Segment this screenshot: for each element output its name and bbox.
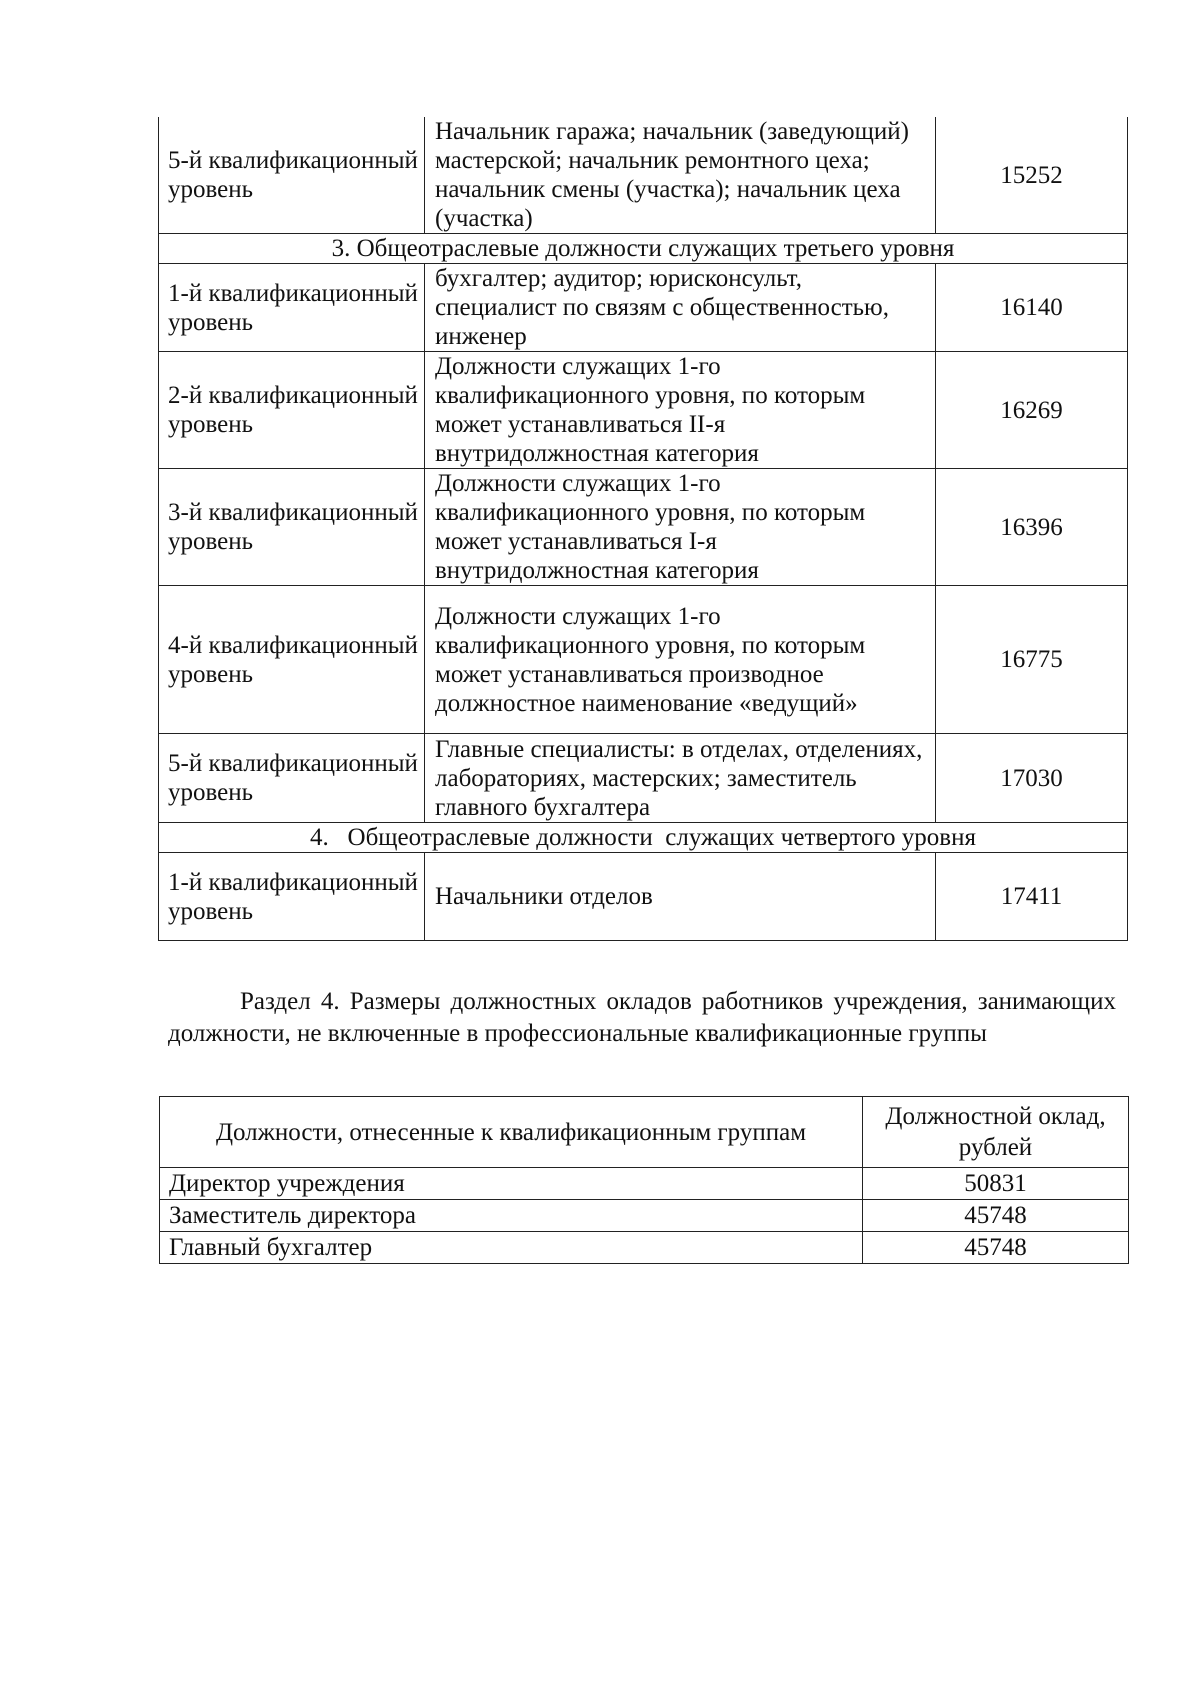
positions-cell: Главные специалисты: в отделах, отделениях, лабораториях, мастерских; заместитель главного бухгалтера: [425, 734, 936, 823]
table-row: [159, 734, 1128, 823]
table-row: [159, 469, 1128, 586]
section-4-heading: [168, 986, 1116, 1050]
table-row: [160, 1200, 1129, 1232]
column-header-salary: Должностной оклад, рублей: [863, 1097, 1129, 1168]
table-row: [160, 1232, 1129, 1264]
positions-cell: Начальник гаража; начальник (заведующий) мастерской; начальник ремонтного цеха; начальник смены (участка); начальник цеха (участка): [425, 117, 936, 234]
table-row: [160, 1168, 1129, 1200]
salary-cell: 45748: [863, 1232, 1129, 1264]
positions-cell: Должности служащих 1-го квалификационного уровня, по которым может устанавливаться производное должностное наименование «ведущий»: [425, 586, 936, 734]
table-row: [159, 853, 1128, 941]
qualification-level-cell: 5-й квалификационный уровень: [159, 734, 425, 823]
qualification-level-cell: 4-й квалификационный уровень: [159, 586, 425, 734]
section-title: 4. Общеотраслевые должности служащих четвертого уровня: [159, 823, 1128, 853]
qualification-level-cell: 5-й квалификационный уровень: [159, 117, 425, 234]
positions-cell: Должности служащих 1-го квалификационного уровня, по которым может устанавливаться I-я внутридолжностная категория: [425, 469, 936, 586]
qualification-level-cell: 2-й квалификационный уровень: [159, 352, 425, 469]
positions-cell: Должности служащих 1-го квалификационного уровня, по которым может устанавливаться II-я внутридолжностная категория: [425, 352, 936, 469]
salary-cell: 45748: [863, 1200, 1129, 1232]
table-row: [159, 586, 1128, 734]
position-cell: Заместитель директора: [160, 1200, 863, 1232]
qualification-salary-table: [158, 117, 1128, 941]
salary-cell: 16396: [936, 469, 1128, 586]
non-group-salary-table: [159, 1096, 1129, 1264]
qualification-level-cell: 1-й квалификационный уровень: [159, 853, 425, 941]
salary-cell: 16775: [936, 586, 1128, 734]
qualification-level-cell: 1-й квалификационный уровень: [159, 264, 425, 352]
position-cell: Главный бухгалтер: [160, 1232, 863, 1264]
position-cell: Директор учреждения: [160, 1168, 863, 1200]
section-4-heading-text: Раздел 4. Размеры должностных окладов работников учреждения, занимающих должности, не включенные в профессиональные квалификационные группы: [168, 988, 1116, 1047]
positions-cell: бухгалтер; аудитор; юрисконсульт, специалист по связям с общественностью, инженер: [425, 264, 936, 352]
salary-cell: 17030: [936, 734, 1128, 823]
table-row: [159, 264, 1128, 352]
salary-cell: 50831: [863, 1168, 1129, 1200]
table-header-row: [160, 1097, 1129, 1168]
section-header-row: [159, 823, 1128, 853]
qualification-level-cell: 3-й квалификационный уровень: [159, 469, 425, 586]
section-title: 3. Общеотраслевые должности служащих третьего уровня: [159, 234, 1128, 264]
salary-cell: 17411: [936, 853, 1128, 941]
table-row: [159, 352, 1128, 469]
section-header-row: [159, 234, 1128, 264]
table-row: [159, 117, 1128, 234]
column-header-position: Должности, отнесенные к квалификационным группам: [160, 1097, 863, 1168]
salary-cell: 16140: [936, 264, 1128, 352]
salary-cell: 15252: [936, 117, 1128, 234]
positions-cell: Начальники отделов: [425, 853, 936, 941]
salary-cell: 16269: [936, 352, 1128, 469]
